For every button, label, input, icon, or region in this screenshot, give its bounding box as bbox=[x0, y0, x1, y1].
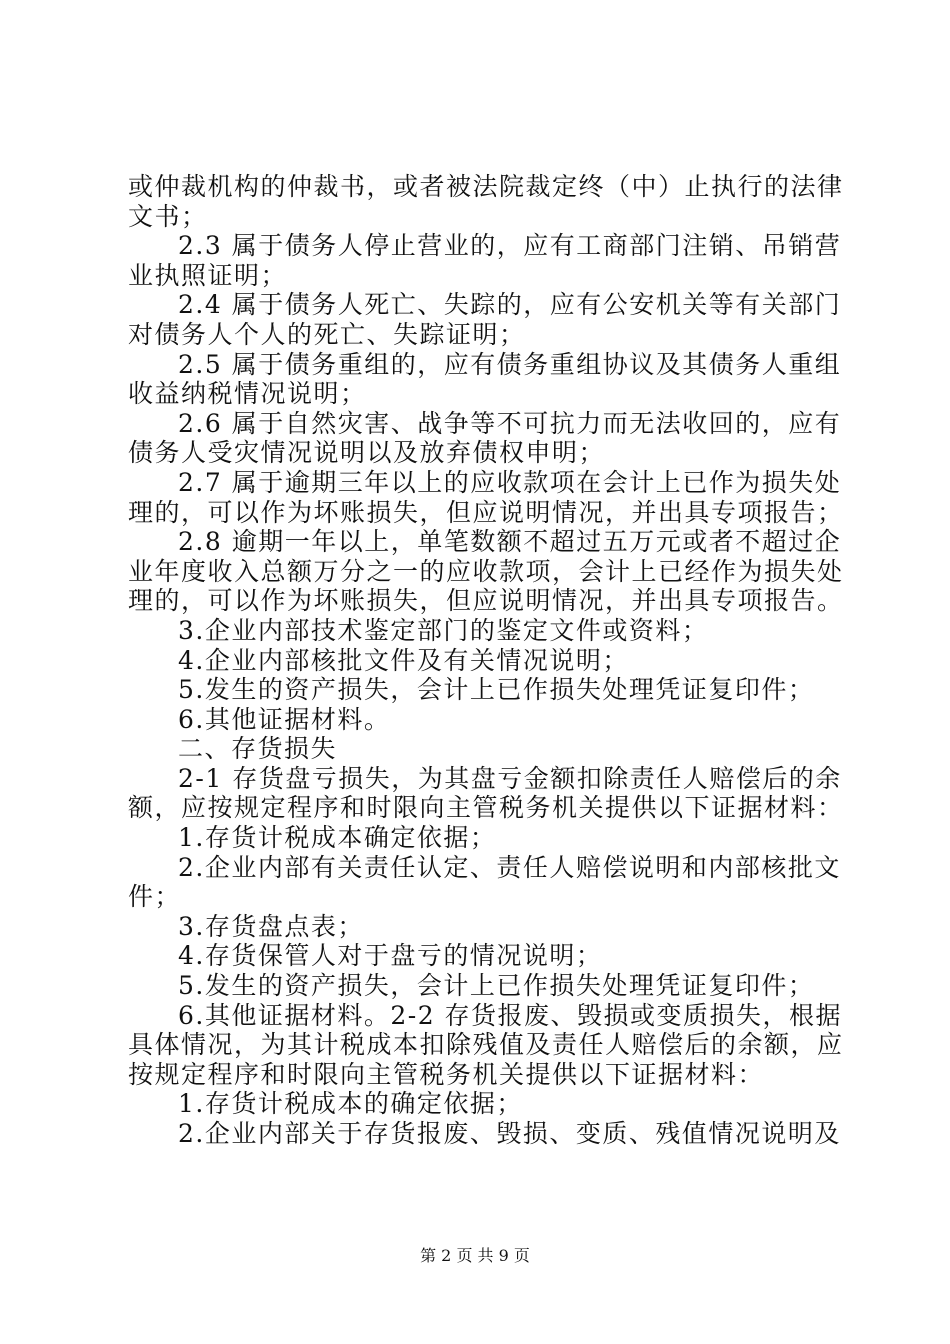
text-line: 3.存货盘点表； bbox=[178, 911, 364, 941]
text-line: 2.7 属于逾期三年以上的应收款项在会计上已作为损失处 bbox=[178, 467, 842, 497]
text-line: 3.企业内部技术鉴定部门的鉴定文件或资料； bbox=[178, 615, 709, 645]
text-line: 5.发生的资产损失，会计上已作损失处理凭证复印件； bbox=[178, 971, 815, 1001]
text-line: 业年度收入总额万分之一的应收款项，会计上已经作为损失处 bbox=[128, 556, 844, 586]
text-line: 业执照证明； bbox=[128, 260, 288, 290]
text-line: 对债务人个人的死亡、失踪证明； bbox=[128, 319, 526, 349]
text-line: 收益纳税情况说明； bbox=[128, 379, 367, 409]
text-line: 2.8 逾期一年以上，单笔数额不超过五万元或者不超过企 bbox=[178, 527, 842, 557]
text-line: 2.企业内部关于存货报废、毁损、变质、残值情况说明及 bbox=[178, 1119, 841, 1148]
text-line: 2.4 属于债务人死亡、失踪的，应有公安机关等有关部门 bbox=[178, 290, 842, 320]
text-line: 4.存货保管人对于盘亏的情况说明； bbox=[178, 941, 603, 971]
text-line: 1.存货计税成本的确定依据； bbox=[178, 1089, 523, 1119]
text-line: 1.存货计税成本确定依据； bbox=[178, 823, 497, 853]
text-line: 2.企业内部有关责任认定、责任人赔偿说明和内部核批文 bbox=[178, 852, 841, 882]
text-line: 按规定程序和时限向主管税务机关提供以下证据材料： bbox=[128, 1059, 765, 1089]
text-line: 二、存货损失 bbox=[178, 734, 338, 764]
text-line: 理的，可以作为坏账损失，但应说明情况，并出具专项报告； bbox=[128, 497, 844, 527]
text-line: 6.其他证据材料。2-2 存货报废、毁损或变质损失，根据 bbox=[178, 1000, 843, 1030]
text-line: 债务人受灾情况说明以及放弃债权申明； bbox=[128, 438, 606, 468]
text-line: 文书； bbox=[128, 201, 208, 231]
text-line: 5.发生的资产损失，会计上已作损失处理凭证复印件； bbox=[178, 675, 815, 705]
text-line: 件； bbox=[128, 882, 182, 912]
text-line: 2.6 属于自然灾害、战争等不可抗力而无法收回的，应有 bbox=[178, 408, 842, 438]
text-line: 具体情况，为其计税成本扣除残值及责任人赔偿后的余额，应 bbox=[128, 1030, 844, 1060]
text-line: 额，应按规定程序和时限向主管税务机关提供以下证据材料： bbox=[128, 793, 844, 823]
text-line: 4.企业内部核批文件及有关情况说明； bbox=[178, 645, 629, 675]
text-line: 2.3 属于债务人停止营业的，应有工商部门注销、吊销营 bbox=[178, 231, 842, 261]
text-line: 理的，可以作为坏账损失，但应说明情况，并出具专项报告。 bbox=[128, 586, 844, 616]
text-line: 2-1 存货盘亏损失，为其盘亏金额扣除责任人赔偿后的余 bbox=[178, 763, 842, 793]
text-line: 2.5 属于债务重组的，应有债务重组协议及其债务人重组 bbox=[178, 349, 842, 379]
text-line: 6.其他证据材料。 bbox=[178, 704, 391, 734]
text-line: 或仲裁机构的仲裁书，或者被法院裁定终（中）止执行的法律 bbox=[128, 172, 844, 201]
page-footer: 第 2 页 共 9 页 bbox=[420, 1246, 530, 1265]
document-body bbox=[128, 172, 844, 1149]
